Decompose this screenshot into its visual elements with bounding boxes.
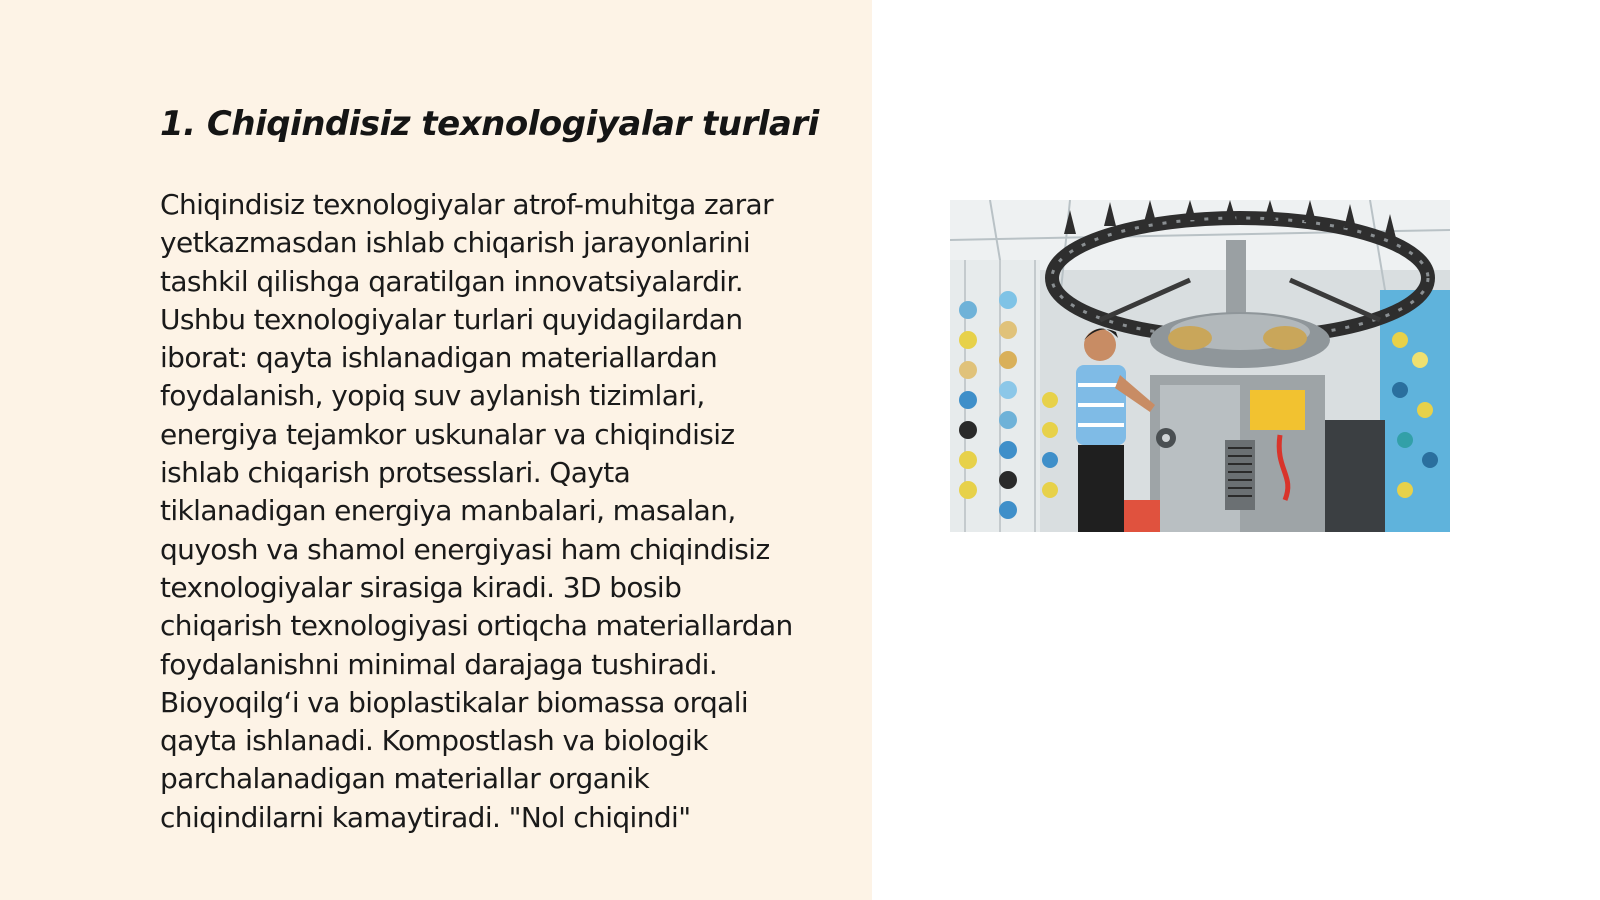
textile-knitting-machine-photo: [950, 200, 1450, 532]
slide-title: 1. Chiqindisiz texnologiyalar turlari: [160, 104, 819, 144]
slide-body-text: Chiqindisiz texnologiyalar atrof-muhitga zarar yetkazmasdan ishlab chiqarish jarayonlarini tashkil qilishga qaratilgan innovatsiyalardir. Ushbu texnologiyalar turlari quyidagilardan iborat: qayta ishlanadigan materiallardan foydalanish, yopiq suv aylanish tizimlari, energiya tejamkor uskunalar va chiqindisiz ishlab chiqarish protsesslari. Qayta tiklanadigan energiya manbalari, masalan, quyosh va shamol energiyasi ham chiqindisiz texnologiyalar sirasiga kiradi. 3D bosib chiqarish texnologiyasi ortiqcha materiallardan foydalanishni minimal darajaga tushiradi. Bioyoqilg‘i va bioplastikalar biomassa orqali qayta ishlanadi. Kompostlash va biologik parchalanadigan materiallar organik chiqindilarni kamaytiradi. "Nol chiqindi": [160, 188, 793, 834]
